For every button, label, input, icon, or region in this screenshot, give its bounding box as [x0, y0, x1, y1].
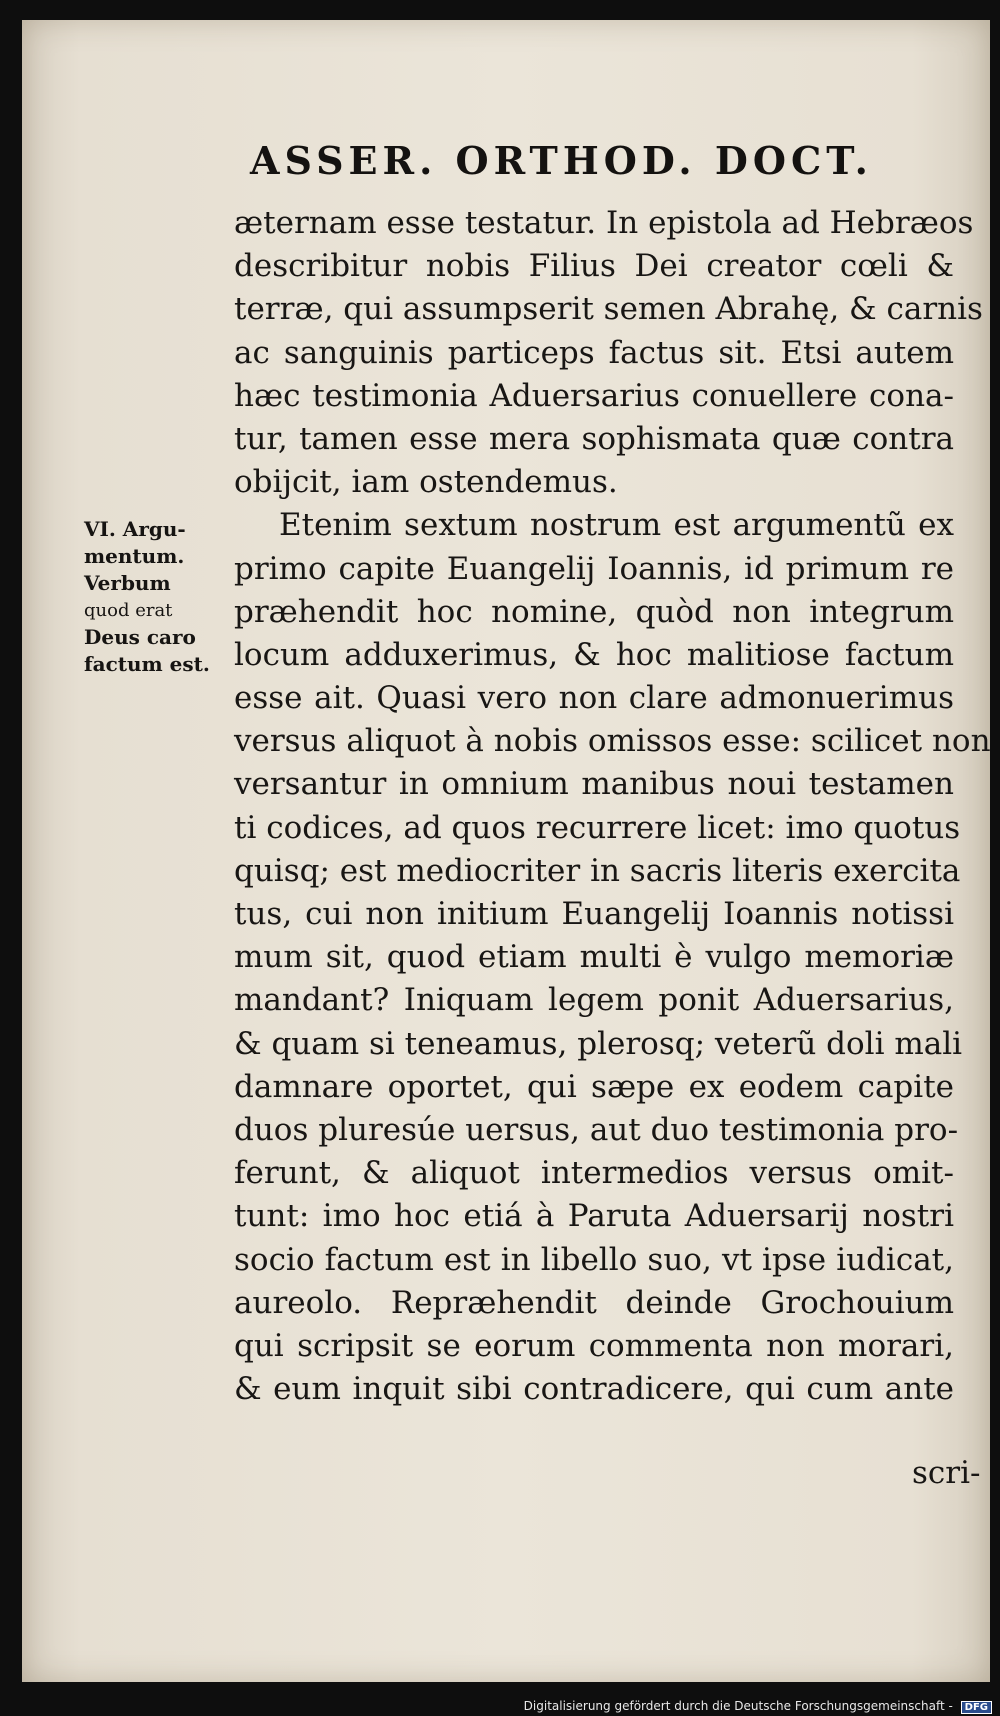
text-line: & eum inquit sibi contradicere, qui cum ante	[234, 1371, 954, 1408]
text-line: æternam esse testatur. In epistola ad Hebræos	[234, 205, 974, 241]
marginal-note-line: factum est.	[84, 652, 210, 676]
text-line: damnare oportet, qui sæpe ex eodem capite	[234, 1068, 954, 1105]
marginal-note-line: VI. Argu-	[84, 517, 186, 541]
text-line: tunt: imo hoc etiá à Paruta Aduersarij nostri	[234, 1198, 954, 1235]
marginal-note-line: mentum.	[84, 544, 185, 568]
catchword: scri-	[912, 1455, 981, 1491]
text-line: esse ait. Quasi vero non clare admonuerimus	[234, 680, 954, 717]
text-line: tus, cui non initium Euangelij Ioannis notissi	[234, 896, 954, 932]
text-line: & quam si teneamus, plerosq; veterũ doli mali	[234, 1025, 963, 1062]
text-line: socio factum est in libello suo, vt ipse iudicat,	[234, 1241, 954, 1278]
text-line: quisq; est mediocriter in sacris literis exercita	[234, 852, 961, 889]
text-line: aureolo. Repræhendit deinde Grochouium	[234, 1284, 954, 1321]
text-line: qui scripsit se eorum commenta non morari,	[234, 1327, 954, 1364]
text-line: ferunt, & aliquot intermedios versus omit-	[234, 1155, 954, 1192]
footer-credit	[524, 1699, 992, 1714]
text-line: Etenim sextum nostrum est argumentũ ex	[279, 507, 954, 544]
book-page	[22, 20, 990, 1682]
footer-text: Digitalisierung gefördert durch die Deutsche Forschungsgemeinschaft -	[523, 1699, 953, 1713]
text-line: describitur nobis Filius Dei creator cœli &	[234, 248, 954, 285]
text-line: duos pluresúe uersus, aut duo testimonia pro-	[234, 1111, 959, 1148]
marginal-note-line: Deus caro	[84, 625, 196, 649]
marginal-note	[84, 516, 214, 678]
text-line: versantur in omnium manibus noui testamen	[234, 766, 954, 803]
text-line: mandant? Iniquam legem ponit Aduersarius,	[234, 982, 954, 1019]
text-line: tur, tamen esse mera sophismata quæ contra	[234, 420, 954, 457]
text-line: ac sanguinis particeps factus sit. Etsi autem	[234, 334, 954, 371]
text-line: locum adduxerimus, & hoc malitiose factum	[234, 636, 954, 673]
text-line: primo capite Euangelij Ioannis, id primum re	[234, 550, 954, 587]
dfg-logo: DFG	[961, 1701, 992, 1714]
text-line: versus aliquot à nobis omissos esse: scilicet non	[234, 723, 991, 760]
text-line: hæc testimonia Aduersarius conuellere cona-	[234, 377, 954, 414]
text-line: mum sit, quod etiam multi è vulgo memoriæ	[234, 939, 954, 976]
marginal-note-line: Verbum	[84, 571, 171, 595]
running-head: ASSER. ORTHOD. DOCT.	[250, 138, 873, 183]
text-line: præhendit hoc nomine, quòd non integrum	[234, 593, 954, 630]
text-line: terræ, qui assumpserit semen Abrahę, & carnis	[234, 291, 983, 328]
marginal-note-line: quod erat	[84, 600, 173, 621]
text-line: obijcit, iam ostendemus.	[234, 464, 618, 501]
body-text	[234, 202, 991, 1411]
text-line: ti codices, ad quos recurrere licet: imo quotus	[234, 809, 961, 846]
